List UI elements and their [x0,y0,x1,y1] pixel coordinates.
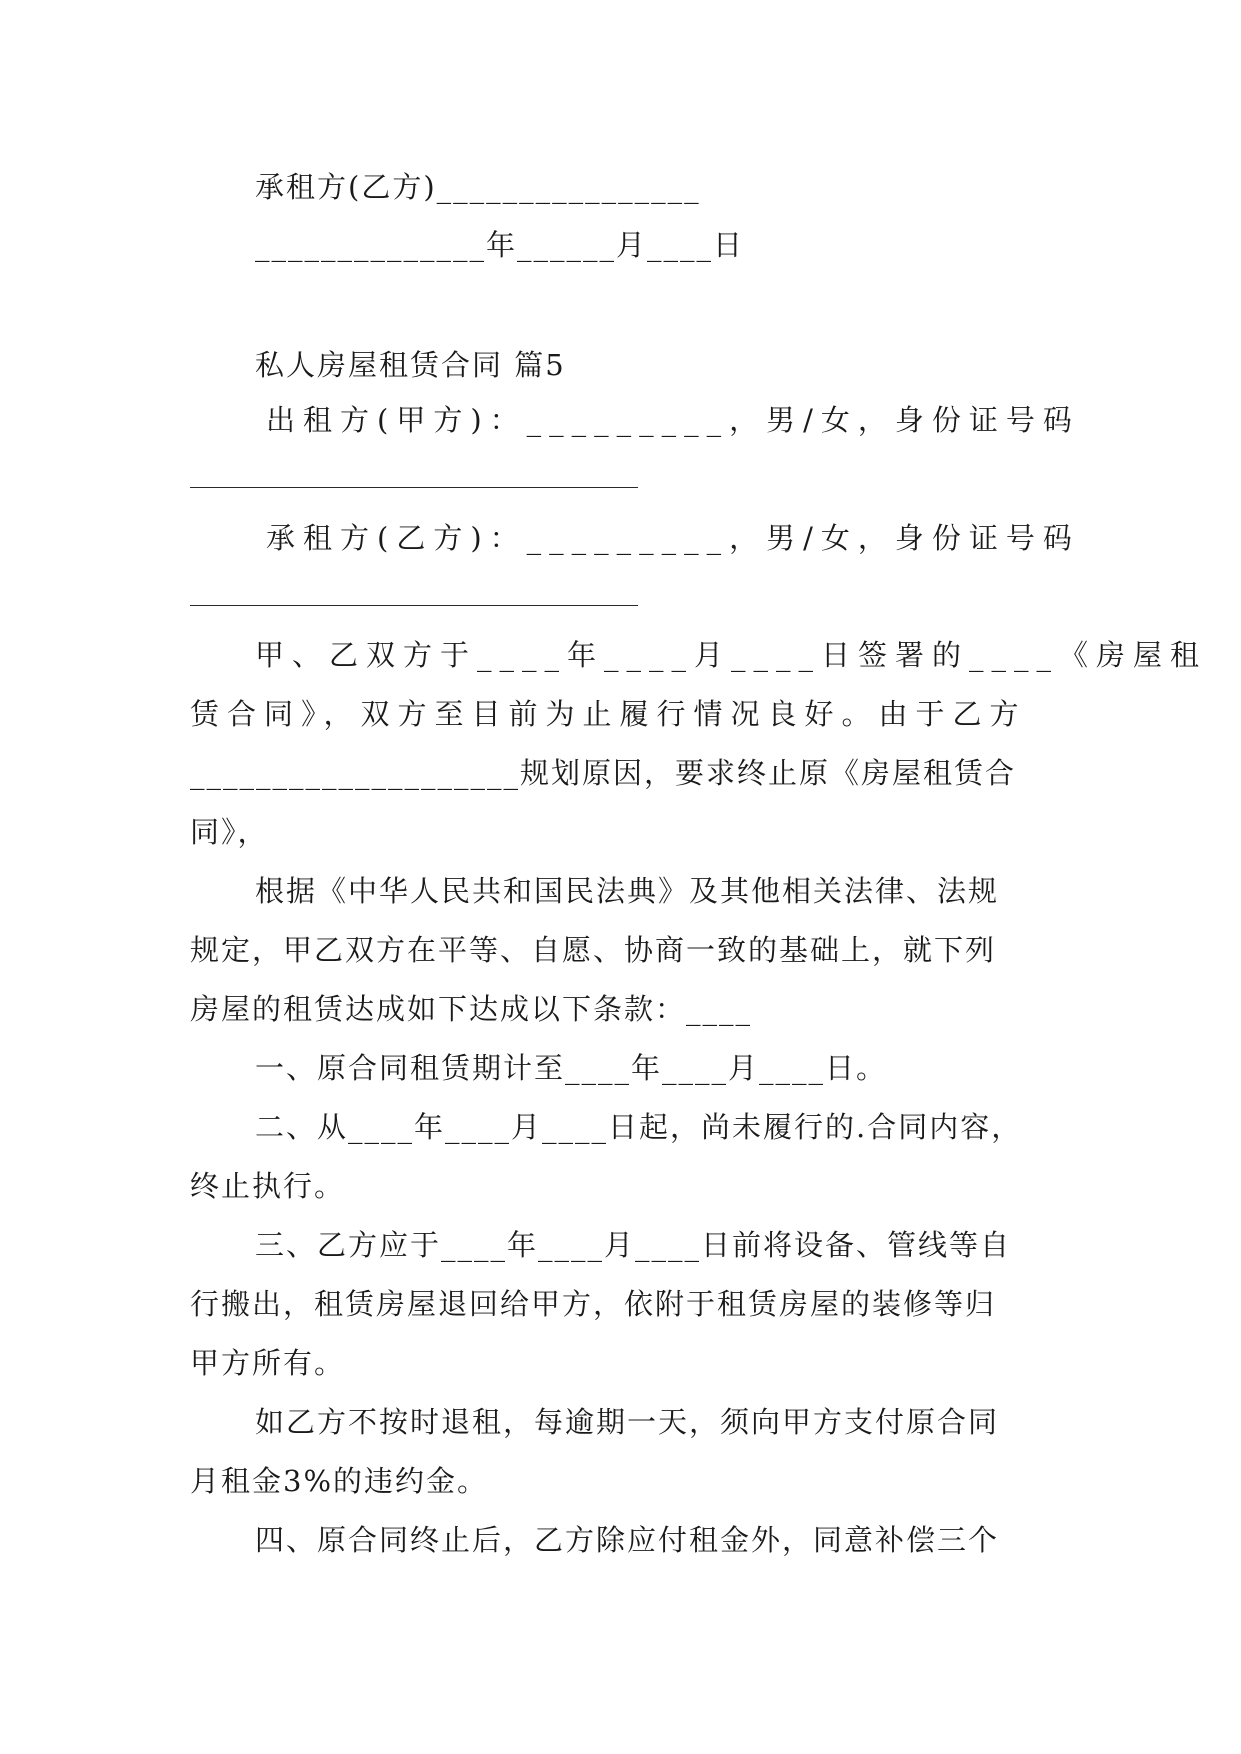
lessee-signature-line: 承租方(乙方)________________ [255,170,701,204]
body-line: ____________________规划原因，要求终止原《房屋租赁合 [190,756,1017,790]
body-line: 甲、乙双方于____年____月____日签署的____《房屋租 [255,638,1208,672]
penalty-clause: 如乙方不按时退租，每逾期一天，须向甲方支付原合同 [255,1405,1000,1439]
body-line: 规定，甲乙双方在平等、自愿、协商一致的基础上，就下列 [190,933,997,967]
lessee-party-line: 承租方(乙方)：_________，男/女，身份证号码 [266,521,1080,555]
section-title: 私人房屋租赁合同 篇5 [255,348,566,382]
body-line: 行搬出，租赁房屋退回给甲方，依附于租赁房屋的装修等归 [190,1287,997,1321]
body-line: 终止执行。 [190,1169,346,1203]
lessee-id-blank-rule [190,605,638,606]
body-line: 房屋的租赁达成如下达成以下条款：____ [190,992,753,1026]
body-line: 赁合同》，双方至目前为止履行情况良好。由于乙方 [190,697,1027,731]
lessor-id-blank-rule [190,487,638,488]
clause-1: 一、原合同租赁期计至____年____月____日。 [255,1051,888,1085]
clause-2: 二、从____年____月____日起，尚未履行的.合同内容， [255,1110,1023,1144]
body-line: 根据《中华人民共和国民法典》及其他相关法律、法规 [255,874,1000,908]
clause-4: 四、原合同终止后，乙方除应付租金外，同意补偿三个 [255,1523,1000,1557]
signature-date-line: ______________年______月____日 [255,228,745,262]
body-line: 同》， [190,815,269,849]
lessor-party-line: 出租方(甲方)：_________，男/女，身份证号码 [266,403,1080,437]
body-line: 月租金3%的违约金。 [190,1464,489,1498]
clause-3: 三、乙方应于____年____月____日前将设备、管线等自 [255,1228,1012,1262]
body-line: 甲方所有。 [190,1346,346,1380]
